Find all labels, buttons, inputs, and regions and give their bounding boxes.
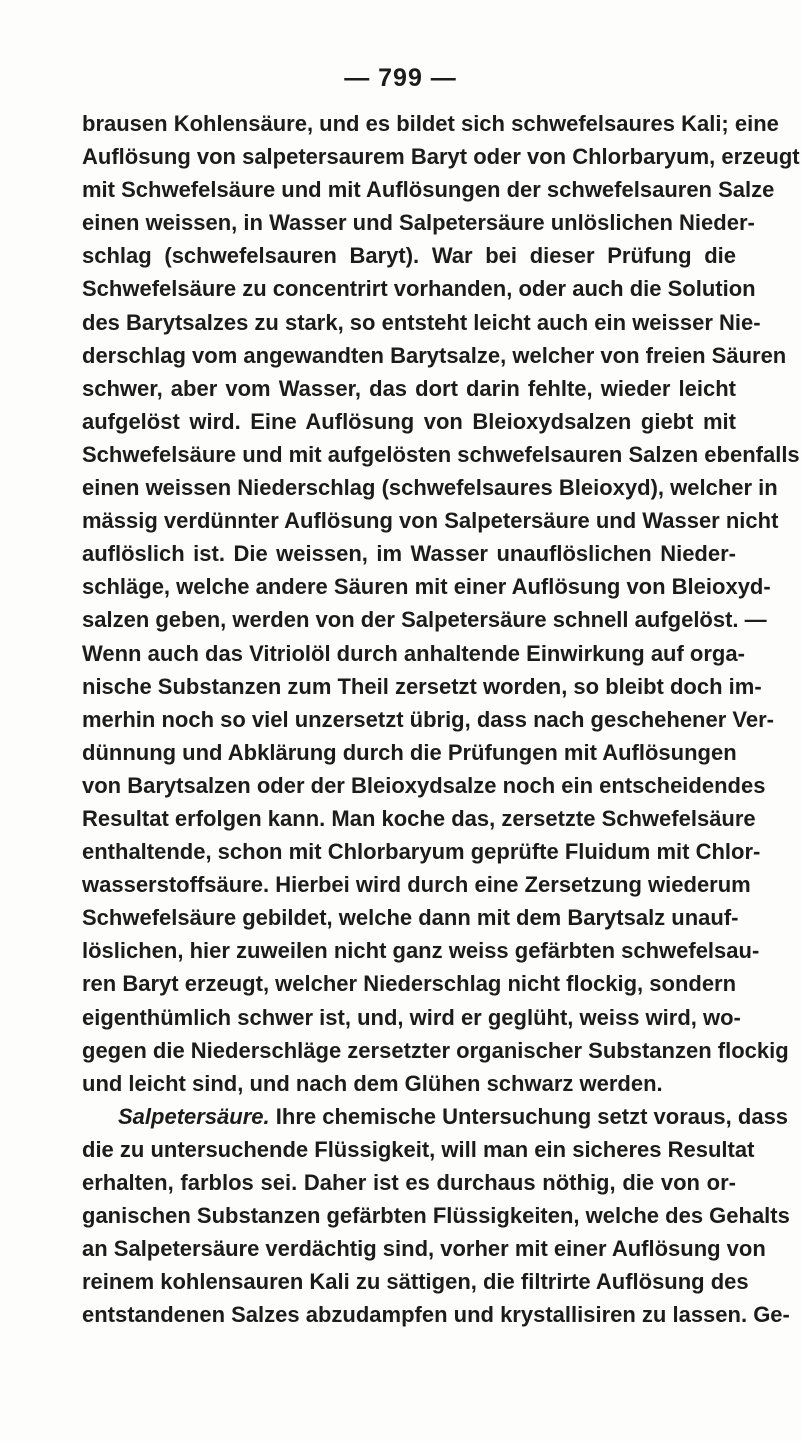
text-line: schwer, aber vom Wasser, das dort darin fehlte, wieder leicht [82,375,736,401]
text-line: enthaltende, schon mit Chlorbaryum geprüfte Fluidum mit Chlor- [82,839,761,865]
text-line: Resultat erfolgen kann. Man koche das, zersetzte Schwefelsäure [82,805,756,831]
text-line: des Barytsalzes zu stark, so entsteht leicht auch ein weisser Nie- [82,309,761,335]
section-first-line-text: Ihre chemische Untersuchung setzt voraus, dass [275,1103,789,1129]
text-line: Auflösung von salpetersaurem Baryt oder von Chlorbaryum, erzeugt [82,144,800,170]
text-line: mit Schwefelsäure und mit Auflösungen der schwefelsauren Salze [82,177,775,203]
text-line: brausen Kohlensäure, und es bildet sich schwefelsaures Kali; eine [82,111,779,136]
page-number: — 799 — [344,64,457,92]
text-line: und leicht sind, und nach dem Glühen schwarz werden. [82,1070,663,1096]
text-line: aufgelöst wird. Eine Auflösung von Bleioxydsalzen giebt mit [82,408,736,434]
text-line: derschlag vom angewandten Barytsalze, welcher von freien Säuren [82,342,787,368]
text-line: wasserstoffsäure. Hierbei wird durch eine Zersetzung wiederum [82,872,751,898]
text-line: Schwefelsäure gebildet, welche dann mit dem Barytsalz unauf- [82,905,739,931]
text-line: reinem kohlensauren Kali zu sättigen, die filtrirte Auflösung des [82,1269,749,1295]
text-line: gegen die Niederschläge zersetzter organischer Substanzen flockig [82,1037,789,1063]
text-line: dünnung und Abklärung durch die Prüfungen mit Auflösungen [82,739,737,765]
text-line: schläge, welche andere Säuren mit einer Auflösung von Bleioxyd- [82,574,771,600]
text-line: nische Substanzen zum Theil zersetzt worden, so bleibt doch im- [82,673,762,699]
body-text [82,107,800,1331]
text-line: ren Baryt erzeugt, welcher Niederschlag nicht flockig, sondern [82,971,737,997]
text-line: salzen geben, werden von der Salpetersäure schnell aufgelöst. — [82,607,767,633]
section-heading: Salpetersäure. [118,1103,270,1129]
text-line: von Barytsalzen oder der Bleioxydsalze noch ein entscheidendes [82,772,766,798]
text-line: entstandenen Salzes abzudampfen und krystallisiren zu lassen. Ge- [82,1302,790,1328]
text-line: auflöslich ist. Die weissen, im Wasser unauflöslichen Nieder- [82,541,736,567]
text-line: ganischen Substanzen gefärbten Flüssigkeiten, welche des Gehalts [82,1203,790,1229]
text-line: Wenn auch das Vitriolöl durch anhaltende Einwirkung auf orga- [82,640,745,666]
text-line: eigenthümlich schwer ist, und, wird er geglüht, weiss wird, wo- [82,1004,741,1030]
text-line: einen weissen Niederschlag (schwefelsaures Bleioxyd), welcher in [82,475,778,501]
section-first-line [82,1100,789,1133]
text-line: die zu untersuchende Flüssigkeit, will man ein sicheres Resultat [82,1136,755,1162]
text-line: erhalten, farblos sei. Daher ist es durchaus nöthig, die von or- [82,1170,736,1195]
text-line: einen weissen, in Wasser und Salpetersäure unlöslichen Nieder- [82,210,755,236]
text-line: schlag (schwefelsauren Baryt). War bei dieser Prüfung die [82,243,736,269]
text-line: löslichen, hier zuweilen nicht ganz weiss gefärbten schwefelsau- [82,938,760,964]
text-line: mässig verdünnter Auflösung von Salpetersäure und Wasser nicht [82,508,779,534]
text-line: Schwefelsäure und mit aufgelösten schwefelsauren Salzen ebenfalls [82,441,800,467]
text-line: merhin noch so viel unzersetzt übrig, dass nach geschehener Ver- [82,706,774,732]
text-line: Schwefelsäure zu concentrirt vorhanden, oder auch die Solution [82,276,756,302]
text-line: an Salpetersäure verdächtig sind, vorher mit einer Auflösung von [82,1236,766,1262]
